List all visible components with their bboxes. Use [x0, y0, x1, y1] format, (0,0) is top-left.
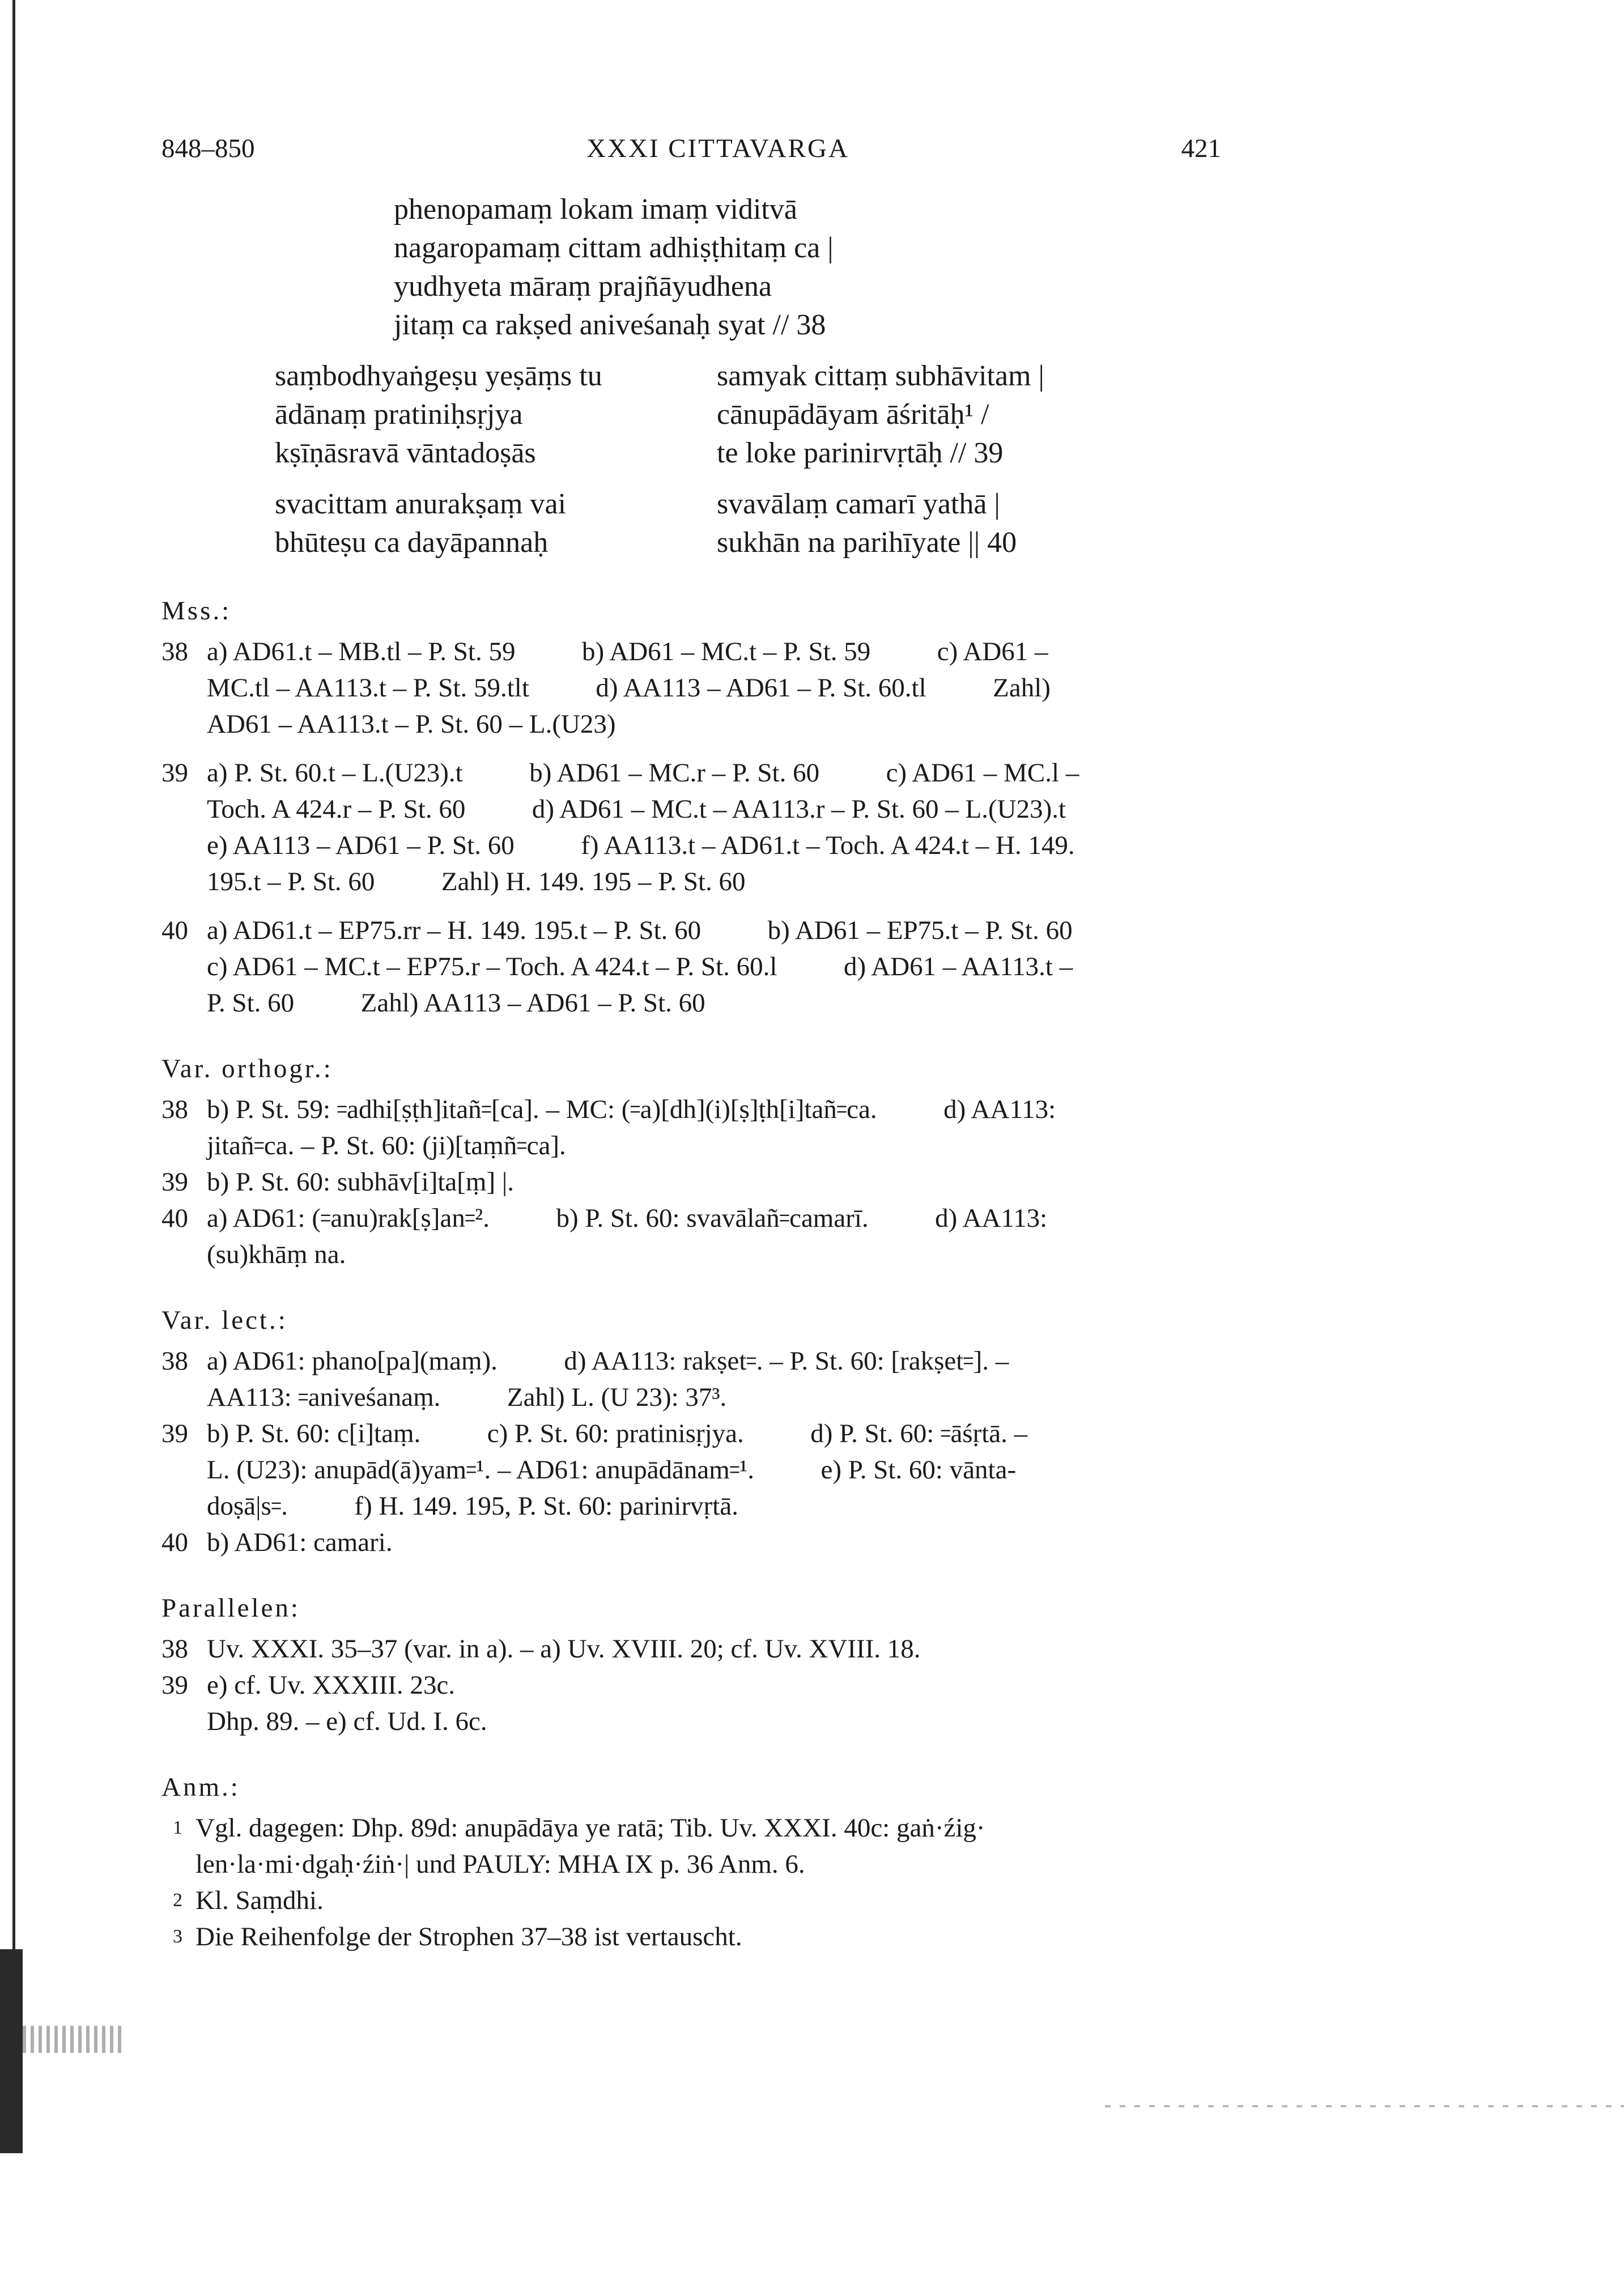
verse-line	[275, 525, 1221, 563]
footnote-number: 3	[173, 1926, 182, 1947]
verse-line: yudhyeta māraṃ prajñāyudhena	[394, 270, 772, 303]
verse-line	[275, 358, 1221, 397]
footnote-1	[161, 1810, 1221, 1882]
footnote-number: 1	[173, 1817, 182, 1838]
footnote-line: Kl. Saṃdhi.	[195, 1886, 324, 1915]
verse-pada-b: sukhān na parihīyate || 40	[717, 526, 1017, 559]
var-lect-section	[161, 1343, 1221, 1561]
entry-line: a) AD61: phano[pa](maṃ). d) AA113: rakṣet꞊. – P. St. 60: [rakṣet꞊]. –	[207, 1346, 1009, 1376]
mss-heading: Mss.:	[161, 596, 232, 626]
footnote-line: Die Reihenfolge der Strophen 37–38 ist vertauscht.	[195, 1922, 742, 1951]
running-head	[161, 130, 1221, 167]
entry-number: 39	[161, 1167, 188, 1197]
var-lect-entry-39	[161, 1415, 1221, 1524]
entry-line: e) cf. Uv. XXXIII. 23c.	[207, 1670, 456, 1700]
entry-line: a) AD61.t – EP75.rr – H. 149. 195.t – P. St. 60 b) AD61 – EP75.t – P. St. 60	[207, 916, 1073, 945]
chapter-title: XXXI CITTAVARGA	[586, 134, 849, 163]
verse-pada-a: ādānaṃ pratiniḥsṛjya	[275, 398, 523, 431]
entry-number: 38	[161, 637, 188, 666]
verse-pada-a: svacittam anurakṣaṃ vai	[275, 488, 567, 520]
entry-number: 40	[161, 1204, 188, 1233]
verse-line	[275, 486, 1221, 525]
entry-line: Uv. XXXI. 35–37 (var. in a). – a) Uv. XVIII. 20; cf. Uv. XVIII. 18.	[207, 1634, 921, 1664]
verse-pada-a: bhūteṣu ca dayāpannaḥ	[275, 526, 549, 559]
entry-line: (su)khāṃ na.	[207, 1240, 346, 1269]
parallelen-section	[161, 1631, 1221, 1740]
entry-line: P. St. 60 Zahl) AA113 – AD61 – P. St. 60	[207, 988, 705, 1018]
var-orthogr-entry-40	[161, 1200, 1221, 1273]
var-lect-entry-40	[161, 1524, 1221, 1561]
footnote-3	[161, 1919, 1221, 1955]
scan-smudge	[23, 2026, 125, 2053]
entry-line: AD61 – AA113.t – P. St. 60 – L.(U23)	[207, 709, 616, 739]
var-orthogr-heading: Var. orthogr.:	[161, 1054, 333, 1083]
verse-line: nagaropamaṃ cittam adhiṣṭhitaṃ ca |	[394, 232, 834, 264]
entry-line: MC.tl – AA113.t – P. St. 59.tlt d) AA113 – AD61 – P. St. 60.tl Zahl)	[207, 673, 1051, 703]
scan-binding-shadow	[0, 1949, 23, 2153]
verse-39	[161, 358, 1221, 474]
verse-pada-b: samyak cittaṃ subhāvitam |	[717, 360, 1044, 392]
var-orthogr-section	[161, 1091, 1221, 1273]
entry-line: a) AD61: (꞊anu)rak[ṣ]an꞊². b) P. St. 60: svavālañ꞊camarī. d) AA113:	[207, 1204, 1048, 1233]
var-orthogr-entry-38	[161, 1091, 1221, 1164]
entry-line: b) P. St. 60: c[i]taṃ. c) P. St. 60: pratinisṛjya. d) P. St. 60: ꞊āśṛtā. –	[207, 1419, 1028, 1448]
mss-section	[161, 633, 1221, 1021]
parallelen-entry-39	[161, 1667, 1221, 1740]
var-lect-entry-38	[161, 1343, 1221, 1415]
footnote-line: len·la·mi·dgaḥ·źiṅ·| und PAULY: MHA IX p. 36 Anm. 6.	[195, 1849, 805, 1879]
entry-number: 39	[161, 1419, 188, 1448]
scan-edge	[12, 0, 15, 2142]
entry-number: 38	[161, 1634, 188, 1664]
entry-line: b) P. St. 60: subhāv[i]ta[ṃ] |.	[207, 1167, 515, 1197]
verse-38	[161, 192, 1221, 346]
mss-entry-39	[161, 755, 1221, 900]
parallelen-entry-38	[161, 1631, 1221, 1667]
verse-pada-b: te loke parinirvṛtāḥ // 39	[717, 437, 1004, 469]
entry-line: L. (U23): anupād(ā)yam꞊¹. – AD61: anupādānam꞊¹. e) P. St. 60: vānta-	[207, 1455, 1017, 1485]
entry-number: 39	[161, 758, 188, 788]
anm-heading: Anm.:	[161, 1772, 240, 1802]
entry-number: 39	[161, 1670, 188, 1700]
page	[161, 130, 1221, 1955]
verse-line: phenopamaṃ lokam imaṃ viditvā	[394, 193, 797, 226]
entry-line: jitañ꞊ca. – P. St. 60: (ji)[taṃñ꞊ca].	[207, 1131, 566, 1160]
entry-line: b) AD61: camari.	[207, 1528, 393, 1557]
footnote-2	[161, 1882, 1221, 1919]
verse-40	[161, 486, 1221, 563]
mss-entry-38	[161, 633, 1221, 742]
entry-line: doṣā|s꞊. f) H. 149. 195, P. St. 60: parinirvṛtā.	[207, 1491, 738, 1521]
verse-pada-b: svavālaṃ camarī yathā |	[717, 488, 1000, 520]
verse-pada-a: kṣīṇāsravā vāntadoṣās	[275, 437, 536, 469]
entry-line: Toch. A 424.r – P. St. 60 d) AD61 – MC.t – AA113.r – P. St. 60 – L.(U23).t	[207, 794, 1066, 824]
entry-line: 195.t – P. St. 60 Zahl) H. 149. 195 – P. St. 60	[207, 867, 746, 896]
footnote-number: 2	[173, 1890, 182, 1911]
mss-entry-40	[161, 912, 1221, 1021]
verse-pada-a: saṃbodhyaṅgeṣu yeṣāṃs tu	[275, 360, 602, 392]
parallelen-heading: Parallelen:	[161, 1593, 300, 1623]
entry-line: Dhp. 89. – e) cf. Ud. I. 6c.	[207, 1707, 487, 1736]
entry-line: a) AD61.t – MB.tl – P. St. 59 b) AD61 – MC.t – P. St. 59 c) AD61 –	[207, 637, 1048, 666]
var-orthogr-entry-39	[161, 1164, 1221, 1200]
entry-line: b) P. St. 59: ꞊adhi[ṣṭh]itañ꞊[ca]. – MC: (꞊a)[dh](i)[ṣ]ṭh[i]tañ꞊ca. d) AA113:	[207, 1095, 1056, 1124]
verse-pada-b: cānupādāyam āśritāḥ¹ /	[717, 398, 989, 431]
verse-range: 848–850	[161, 134, 255, 163]
var-lect-heading: Var. lect.:	[161, 1306, 288, 1335]
entry-line: AA113: ꞊aniveśanaṃ. Zahl) L. (U 23): 37³.	[207, 1383, 727, 1412]
scan-artifact-line	[1105, 2105, 1624, 2107]
entry-line: e) AA113 – AD61 – P. St. 60 f) AA113.t – AD61.t – Toch. A 424.t – H. 149.	[207, 831, 1075, 860]
page-number: 421	[1181, 134, 1221, 163]
entry-number: 40	[161, 1528, 188, 1557]
verse-line	[275, 397, 1221, 435]
entry-line: c) AD61 – MC.t – EP75.r – Toch. A 424.t – P. St. 60.l d) AD61 – AA113.t –	[207, 952, 1073, 981]
footnote-line: Vgl. dagegen: Dhp. 89d: anupādāya ye ratā; Tib. Uv. XXXI. 40c: gaṅ·źig·	[195, 1813, 985, 1843]
entry-number: 38	[161, 1346, 188, 1376]
verse-line	[275, 435, 1221, 474]
verse-line: jitaṃ ca rakṣed aniveśanaḥ syat // 38	[394, 309, 826, 341]
anm-section	[161, 1810, 1221, 1955]
entry-line: a) P. St. 60.t – L.(U23).t b) AD61 – MC.r – P. St. 60 c) AD61 – MC.l –	[207, 758, 1079, 788]
entry-number: 38	[161, 1095, 188, 1124]
entry-number: 40	[161, 916, 188, 945]
